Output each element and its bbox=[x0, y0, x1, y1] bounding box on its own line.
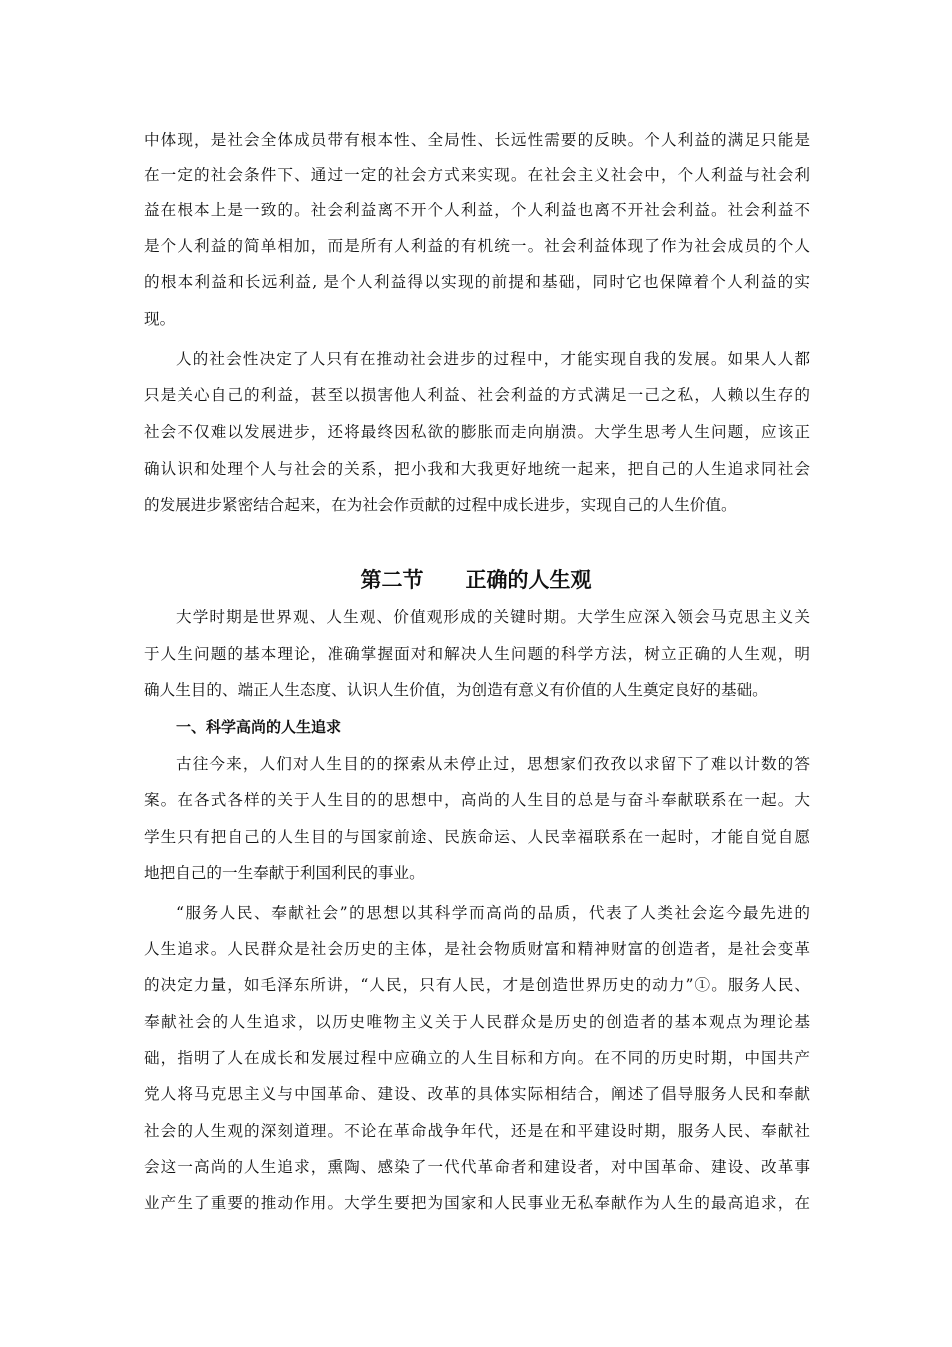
paragraph-1-line: 的根本利益和长远利益, 是个人利益得以实现的前提和基础，同时它也保障着个人利益的实 bbox=[144, 273, 810, 291]
paragraph-2-line: 只是关心自己的利益，甚至以损害他人利益、社会利益的方式满足一己之私，人赖以生存的 bbox=[144, 386, 810, 404]
paragraph-5-line: 础，指明了人在成长和发展过程中应确立的人生目标和方向。在不同的历史时期，中国共产 bbox=[144, 1049, 810, 1067]
paragraph-1-line: 是个人利益的简单相加，而是所有人利益的有机统一。社会利益体现了作为社会成员的个人 bbox=[144, 237, 810, 255]
paragraph-1-line: 现。 bbox=[144, 310, 176, 328]
paragraph-5-line: 奉献社会的人生追求，以历史唯物主义关于人民群众是历史的创造者的基本观点为理论基 bbox=[144, 1013, 810, 1031]
paragraph-3-line: 于人生问题的基本理论，准确掌握面对和解决人生问题的科学方法，树立正确的人生观，明 bbox=[144, 645, 810, 663]
paragraph-3-line: 大学时期是世界观、人生观、价值观形成的关键时期。大学生应深入领会马克思主义关 bbox=[176, 608, 810, 626]
paragraph-1-line: 在一定的社会条件下、通过一定的社会方式来实现。在社会主义社会中，个人利益与社会利 bbox=[144, 166, 810, 184]
paragraph-5-line: 人生追求。人民群众是社会历史的主体，是社会物质财富和精神财富的创造者，是社会变革 bbox=[144, 940, 810, 958]
paragraph-5-line: 会这一高尚的人生追求，熏陶、感染了一代代革命者和建设者，对中国革命、建设、改革事 bbox=[144, 1158, 810, 1176]
paragraph-1-line: 益在根本上是一致的。社会利益离不开个人利益，个人利益也离不开社会利益。社会利益不 bbox=[144, 201, 810, 219]
paragraph-4-line: 案。在各式各样的关于人生目的的思想中，高尚的人生目的总是与奋斗奉献联系在一起。大 bbox=[144, 791, 810, 809]
paragraph-1-line: 中体现，是社会全体成员带有根本性、全局性、长远性需要的反映。个人利益的满足只能是 bbox=[144, 131, 810, 149]
subheading: 一、科学高尚的人生追求 bbox=[176, 718, 342, 736]
paragraph-2-line: 社会不仅难以发展进步，还将最终因私欲的膨胀而走向崩溃。大学生思考人生问题，应该正 bbox=[144, 423, 810, 441]
paragraph-5-line: “服务人民、奉献社会”的思想以其科学而高尚的品质，代表了人类社会迄今最先进的 bbox=[176, 904, 810, 922]
paragraph-4-line: 古往今来，人们对人生目的的探索从未停止过，思想家们孜孜以求留下了难以计数的答 bbox=[176, 755, 810, 773]
paragraph-2-line: 人的社会性决定了人只有在推动社会进步的过程中，才能实现自我的发展。如果人人都 bbox=[176, 350, 810, 368]
paragraph-5-line: 的决定力量，如毛泽东所讲，“人民，只有人民，才是创造世界历史的动力”①。服务人民、 bbox=[144, 976, 810, 994]
paragraph-5-line: 社会的人生观的深刻道理。不论在革命战争年代，还是在和平建设时期，服务人民、奉献社 bbox=[144, 1122, 810, 1140]
section-title: 第二节 正确的人生观 bbox=[360, 568, 592, 592]
paragraph-3-line: 确人生目的、端正人生态度、认识人生价值，为创造有意义有价值的人生奠定良好的基础。 bbox=[144, 681, 768, 699]
paragraph-5-line: 业产生了重要的推动作用。大学生要把为国家和人民事业无私奉献作为人生的最高追求，在 bbox=[144, 1194, 810, 1212]
paragraph-2-line: 的发展进步紧密结合起来，在为社会作贡献的过程中成长进步，实现自己的人生价值。 bbox=[144, 496, 737, 514]
paragraph-2-line: 确认识和处理个人与社会的关系，把小我和大我更好地统一起来，把自己的人生追求同社会 bbox=[144, 460, 810, 478]
paragraph-4-line: 学生只有把自己的人生目的与国家前途、民族命运、人民幸福联系在一起时，才能自觉自愿 bbox=[144, 828, 810, 846]
paragraph-4-line: 地把自己的一生奉献于利国利民的事业。 bbox=[144, 864, 425, 882]
paragraph-5-line: 党人将马克思主义与中国革命、建设、改革的具体实际相结合，阐述了倡导服务人民和奉献 bbox=[144, 1085, 810, 1103]
